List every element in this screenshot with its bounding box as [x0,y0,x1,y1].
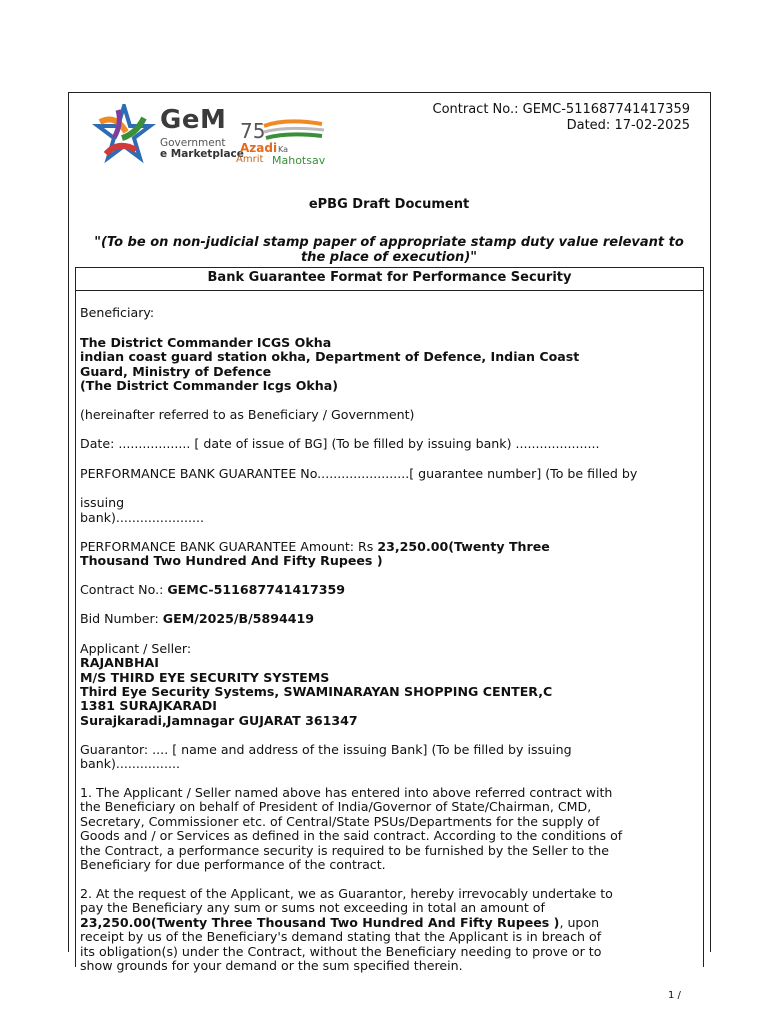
page-number: 1 / [668,990,681,1001]
pbg-amount-prefix: PERFORMANCE BANK GUARANTEE Amount: Rs [80,539,378,554]
beneficiary-address-2: Guard, Ministry of Defence [80,364,272,379]
applicant-address-2: 1381 SURAJKARADI [80,698,217,713]
pbg-amount-value: 23,250.00(Twenty Three [377,539,550,554]
para2-line-1: 2. At the request of the Applicant, we as Guarantor, hereby irrevocably undertake to [80,886,613,901]
bid-number-value: GEM/2025/B/5894419 [162,611,315,626]
applicant-company: M/S THIRD EYE SECURITY SYSTEMS [80,670,330,685]
para1-line-3: Secretary, Commissioner etc. of Central/State PSUs/Departments for the supply of [80,814,600,829]
beneficiary-address-3: (The District Commander Icgs Okha) [80,378,339,393]
gem-subtitle-emarketplace: e Marketplace [160,148,244,160]
guarantee-box-header: Bank Guarantee Format for Performance Security [76,268,703,291]
beneficiary-label: Beneficiary: [80,305,155,320]
para1-line-1: 1. The Applicant / Seller named above has entered into above referred contract with [80,785,613,800]
hereinafter-note: (hereinafter referred to as Beneficiary / Government) [80,407,415,422]
stamp-paper-note: "(To be on non-judicial stamp paper of appropriate stamp duty value relevant to the place of execution)" [94,235,684,265]
para1-line-2: the Beneficiary on behalf of President of India/Governor of State/Chairman, CMD, [80,799,592,814]
azadi-mahotsav: Mahotsav [272,154,326,166]
applicant-name: RAJANBHAI [80,655,159,670]
applicant-address-1: Third Eye Security Systems, SWAMINARAYAN SHOPPING CENTER,C [80,684,553,699]
azadi-number: 75 [240,119,266,143]
logo-area [92,104,352,166]
azadi-ka: Ka [278,145,289,154]
contract-number-header: Contract No.: GEMC-511687741417359 [432,102,690,117]
pbg-number-line: PERFORMANCE BANK GUARANTEE No.......................[ guarantee number] (To be filled by [80,466,638,481]
contract-number-line [80,583,690,598]
para1-line-4: Goods and / or Services as defined in the said contract. According to the conditions of [80,828,623,843]
guarantor-line-2: bank)................ [80,756,180,771]
bid-number-line [80,612,690,627]
para2-upon: , upon [559,915,600,930]
para1-line-6: Beneficiary for due performance of the contract. [80,857,386,872]
para2-line-6: show grounds for your demand or the sum specified therein. [80,958,463,973]
guarantor-line: Guarantor: .... [ name and address of the issuing Bank] (To be filled by issuing [80,742,572,757]
para2-line-4: receipt by us of the Beneficiary's demand stating that the Applicant is in breach of [80,929,602,944]
contract-meta [433,102,691,133]
azadi-ka-amrit-mahotsav-logo-icon [236,116,352,166]
para2-amount: 23,250.00(Twenty Three Thousand Two Hundred And Fifty Rupees ) [80,915,560,930]
pbg-number-line-2: issuing [80,495,125,510]
contract-date: Dated: 17-02-2025 [566,117,690,133]
pbg-number-line-3: bank)...................... [80,510,204,525]
contract-number-value: GEMC-511687741417359 [167,582,346,597]
gem-logo-icon [92,104,156,166]
beneficiary-name: The District Commander ICGS Okha [80,335,332,350]
beneficiary-address-1: indian coast guard station okha, Department of Defence, Indian Coast [80,349,580,364]
date-line: Date: .................. [ date of issue of BG] (To be filled by issuing bank) ..................... [80,436,600,451]
para1-line-5: the Contract, a performance security is required to be furnished by the Seller to the [80,843,609,858]
azadi-word: Azadi [240,141,278,155]
para2-line-5: its obligation(s) under the Contract, without the Beneficiary needing to prove or to [80,944,602,959]
pbg-amount-words: Thousand Two Hundred And Fifty Rupees ) [80,553,383,568]
bid-number-label: Bid Number: [80,611,163,626]
gem-subtitle-government: Government [160,137,226,149]
gem-wordmark: GeM [160,105,227,135]
document-title: ePBG Draft Document [308,197,470,212]
azadi-amrit: Amrit [236,154,264,165]
applicant-address-3: Surajkaradi,Jamnagar GUJARAT 361347 [80,713,358,728]
para2-line-2: pay the Beneficiary any sum or sums not exceeding in total an amount of [80,900,545,915]
contract-number-label: Contract No.: [80,582,168,597]
applicant-label: Applicant / Seller: [80,641,192,656]
